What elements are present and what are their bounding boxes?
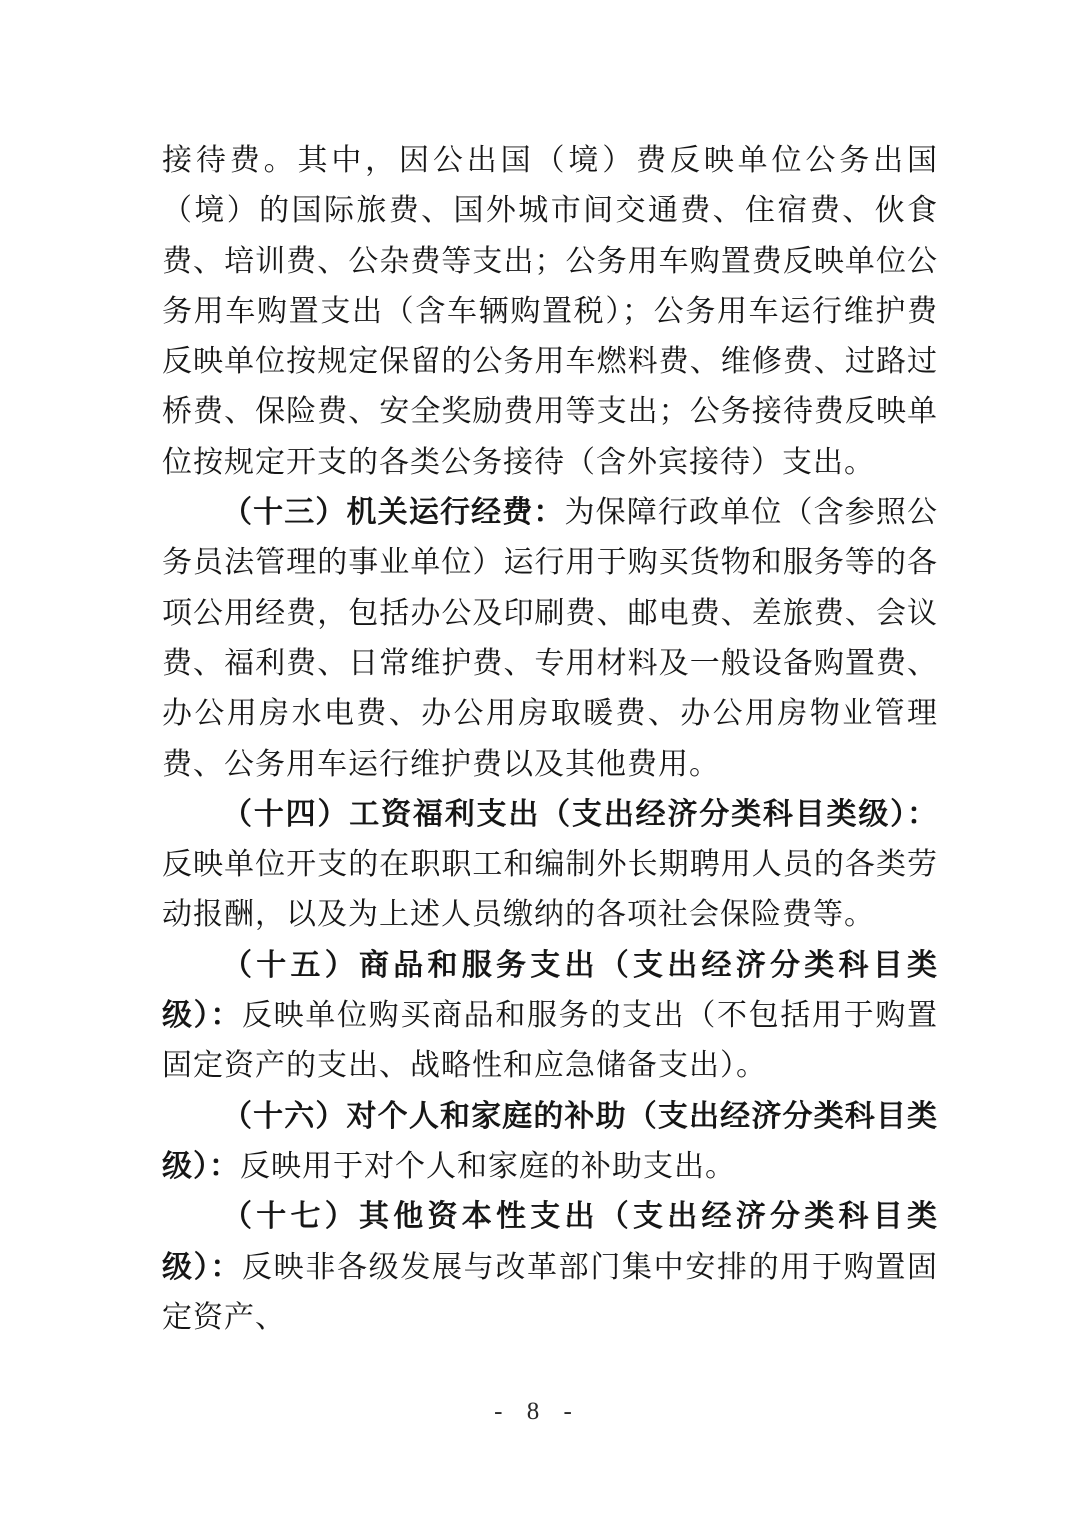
page-number: - 8 - [494,1398,581,1425]
paragraph-lead: （十六）对个人和家庭的补助（支出经济分类科目类级）： [162,1099,938,1183]
paragraph-text: 为保障行政单位（含参照公务员法管理的事业单位）运行用于购买货物和服务等的各项公用经费，包括办公及印刷费、邮电费、差旅费、会议费、福利费、日常维护费、专用材料及一般设备购置费、办公用房水电费、办公用房取暖费、办公用房物业管理费、公务用车运行维护费以及其他费用。 [162,496,938,781]
paragraph-continuation [162,136,938,488]
paragraph-text: 反映用于对个人和家庭的补助支出。 [240,1149,736,1183]
page-footer [0,1398,1075,1426]
paragraph-text: 接待费。其中，因公出国（境）费反映单位公务出国（境）的国际旅费、国外城市间交通费、住宿费、伙食费、培训费、公杂费等支出；公务用车购置费反映单位公务用车购置支出（含车辆购置税）；公务用车运行维护费反映单位按规定保留的公务用车燃料费、维修费、过路过桥费、保险费、安全奖励费用等支出；公务接待费反映单位按规定开支的各类公务接待（含外宾接待）支出。 [162,144,938,479]
paragraph-item-16 [162,1092,938,1193]
paragraph-text: 反映非各级发展与改革部门集中安排的用于购置固定资产、 [162,1250,938,1334]
paragraph-item-14 [162,790,938,941]
paragraph-lead: （十三）机关运行经费： [222,496,565,530]
paragraph-item-13 [162,488,938,790]
paragraph-lead: （十四）工资福利支出（支出经济分类科目类级）： [222,797,938,831]
document-body [162,136,938,1343]
paragraph-item-17 [162,1192,938,1343]
paragraph-text: 反映单位开支的在职职工和编制外长期聘用人员的各类劳动报酬，以及为上述人员缴纳的各项社会保险费等。 [162,848,938,932]
paragraph-text: 反映单位购买商品和服务的支出（不包括用于购置固定资产的支出、战略性和应急储备支出）。 [162,999,938,1083]
paragraph-lead: （十七）其他资本性支出（支出经济分类科目类级）： [162,1200,938,1284]
paragraph-lead: （十五）商品和服务支出（支出经济分类科目类级）： [162,948,938,1033]
paragraph-item-15 [162,941,938,1092]
